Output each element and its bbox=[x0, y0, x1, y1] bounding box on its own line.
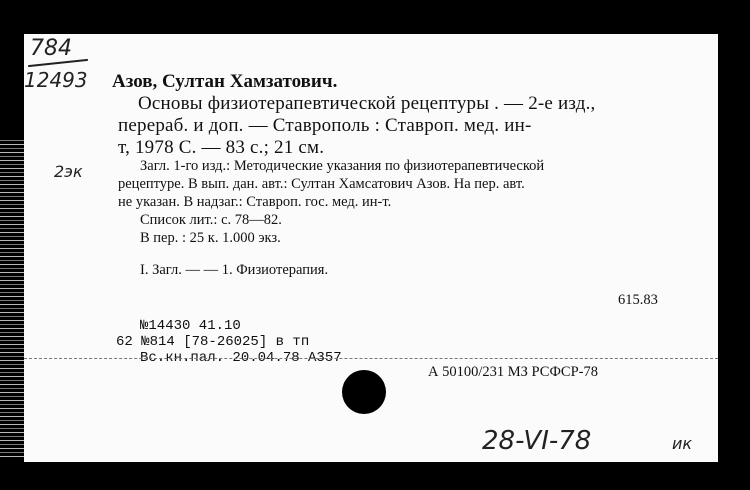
print-line-3: Вс.кн.пал. 20.04.78 А357 bbox=[140, 350, 342, 366]
title-line-1: Основы физиотерапевтической рецептуры . — 2-е изд., bbox=[138, 93, 596, 114]
title-line-3: т, 1978 С. — 83 с.; 21 см. bbox=[118, 137, 325, 158]
handwritten-date-stamp: 28-VI-78 bbox=[482, 426, 592, 456]
print-line-2: 62 №814 [78-26025] в тп bbox=[116, 334, 310, 350]
handwritten-side-mark: 2эк bbox=[54, 162, 83, 181]
author-heading: Азов, Султан Хамзатович. bbox=[112, 71, 338, 92]
notes-line-3: не указан. В надзаг.: Ставроп. гос. мед. ин-т. bbox=[118, 194, 392, 210]
tracings: I. Загл. — — 1. Физиотерапия. bbox=[140, 262, 329, 278]
punch-hole bbox=[342, 370, 386, 414]
bottom-code: А 50100/231 МЗ РСФСР-78 bbox=[428, 364, 598, 380]
notes-line-5: В пер. : 25 к. 1.000 экз. bbox=[140, 230, 281, 246]
print-line-1: №14430 41.10 bbox=[140, 318, 241, 334]
notes-line-1: Загл. 1-го изд.: Методические указания по физиотерапевтической bbox=[140, 158, 545, 174]
catalog-card bbox=[24, 34, 718, 462]
notes-line-2: рецептуре. В вып. дан. авт.: Султан Хамсатович Азов. На пер. авт. bbox=[118, 176, 525, 192]
handwritten-initials: ик bbox=[672, 434, 693, 453]
perforation-line bbox=[24, 358, 718, 359]
handwritten-call-number: 12493 bbox=[24, 68, 88, 92]
scan-edge-noise bbox=[0, 140, 24, 460]
handwritten-top-note: 784 bbox=[30, 36, 72, 61]
title-line-2: перераб. и доп. — Ставрополь : Ставроп. мед. ин- bbox=[118, 115, 532, 136]
notes-line-4: Список лит.: с. 78—82. bbox=[140, 212, 282, 228]
classification-number: 615.83 bbox=[618, 292, 658, 308]
